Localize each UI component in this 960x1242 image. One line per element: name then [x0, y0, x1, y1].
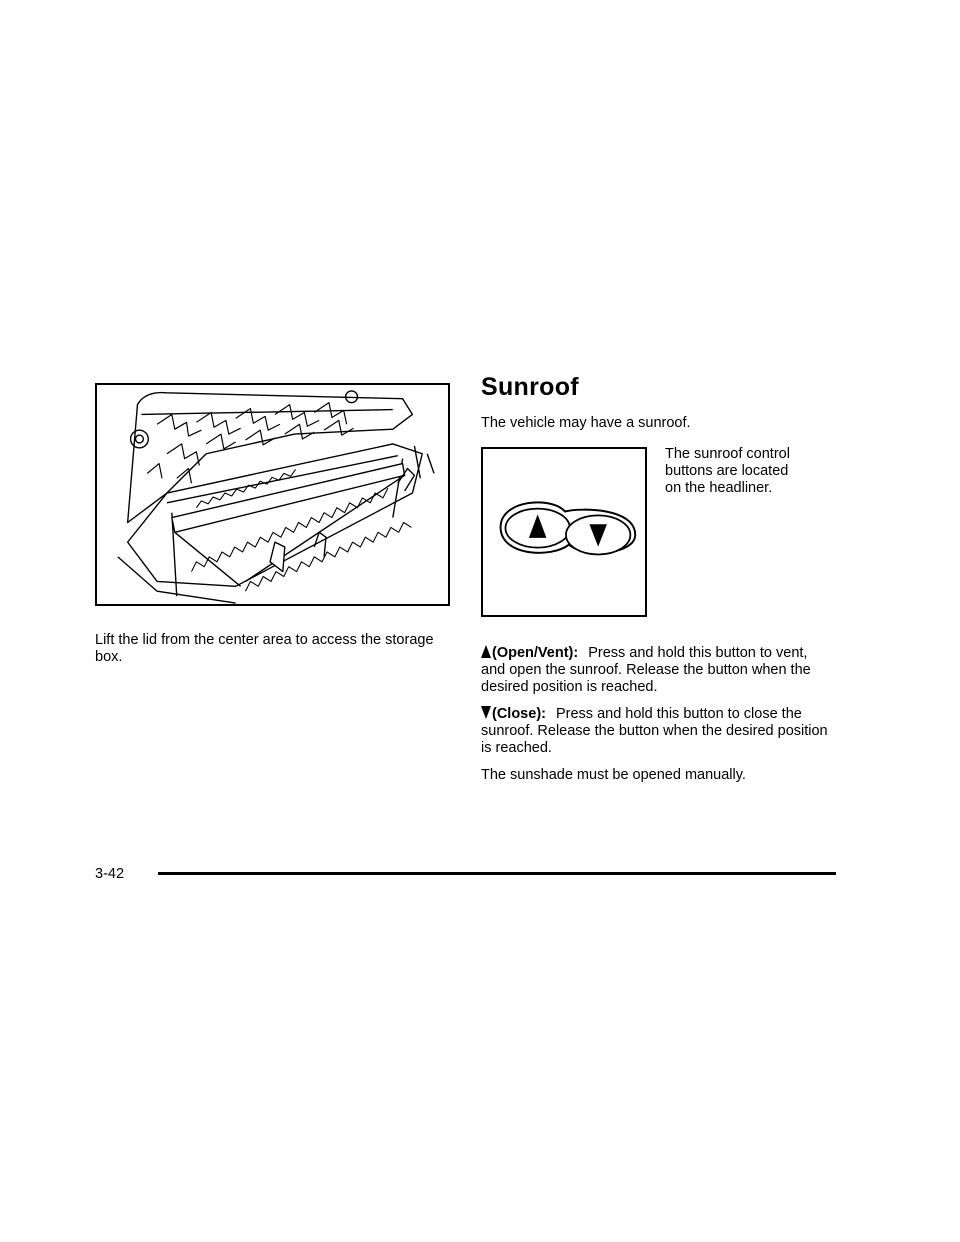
storage-box-caption: Lift the lid from the center area to access the storage box.	[95, 632, 434, 665]
intro-text: The vehicle may have a sunroof.	[481, 415, 691, 431]
footer-rule	[158, 872, 836, 875]
storage-box-illustration	[95, 383, 450, 606]
page-number: 3-42	[95, 866, 125, 882]
close-label: (Close):	[492, 706, 546, 722]
sunshade-note: The sunshade must be opened manually.	[481, 767, 746, 783]
open-vent-text: Press and hold this button to vent, and open the sunroof. Release the button when the desired position is reached.	[481, 645, 811, 695]
section-heading: Sunroof	[481, 373, 579, 401]
open-vent-label: (Open/Vent):	[492, 645, 579, 661]
open-vent-paragraph	[481, 645, 831, 696]
triangle-down-icon	[481, 706, 491, 719]
triangle-up-icon	[481, 645, 491, 658]
sunroof-control-illustration	[481, 447, 647, 617]
close-text: Press and hold this button to close the sunroof. Release the button when the desired position is reached.	[481, 706, 828, 756]
control-location-note: The sunroof control buttons are located on the headliner.	[665, 446, 790, 496]
close-paragraph	[481, 706, 831, 757]
